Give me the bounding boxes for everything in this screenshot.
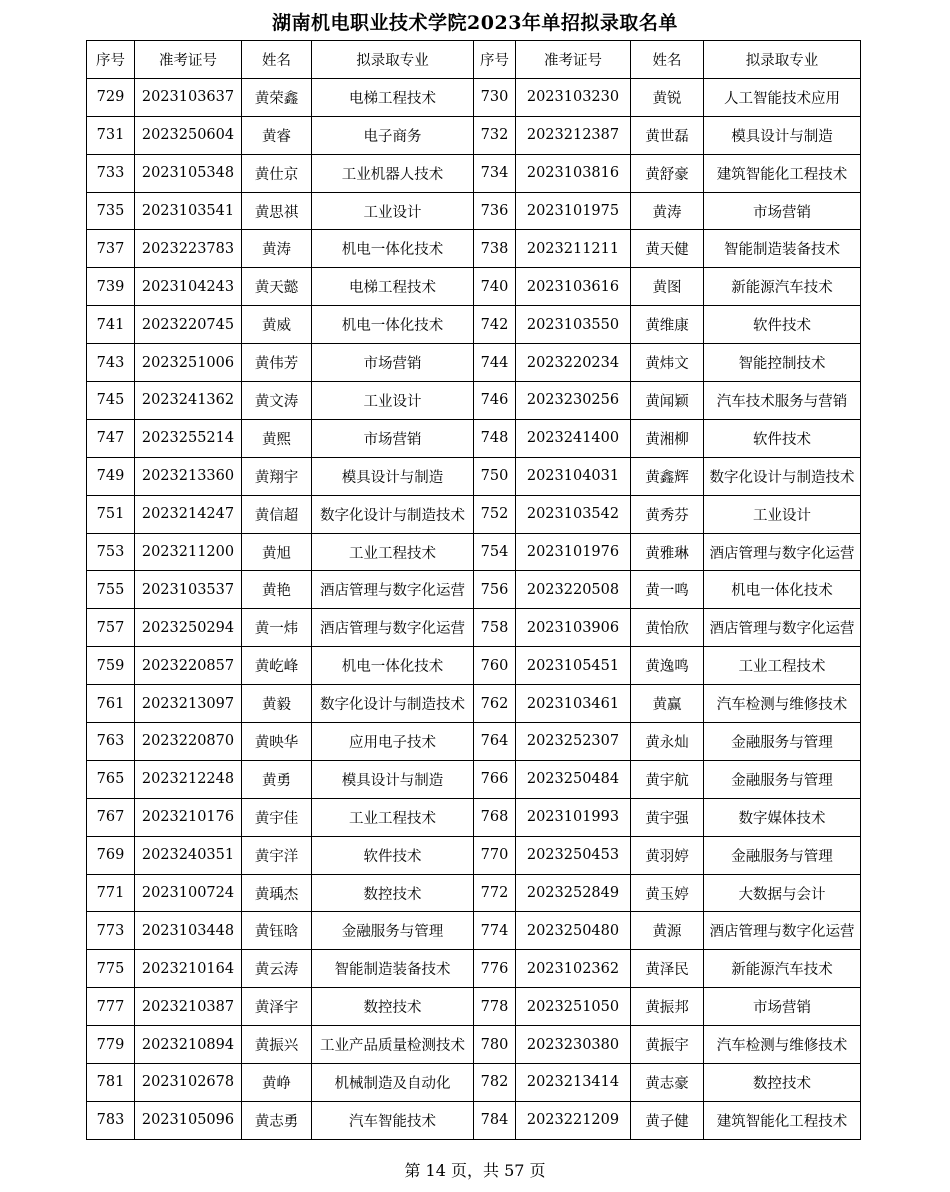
name-cell: 黄泽宇: [242, 988, 312, 1026]
name-cell: 黄熙: [242, 419, 312, 457]
seq-cell: 757: [87, 609, 135, 647]
name-cell: 黄永灿: [631, 723, 704, 761]
seq-cell: 763: [87, 723, 135, 761]
name-cell: 黄玉婷: [631, 874, 704, 912]
seq-cell: 752: [474, 495, 516, 533]
seq-cell: 751: [87, 495, 135, 533]
name-cell: 黄世磊: [631, 116, 704, 154]
major-cell: 汽车检测与维修技术: [704, 685, 861, 723]
seq-cell: 740: [474, 268, 516, 306]
name-cell: 黄思祺: [242, 192, 312, 230]
exam-id-cell: 2023240351: [135, 836, 242, 874]
exam-id-cell: 2023220870: [135, 723, 242, 761]
name-cell: 黄一炜: [242, 609, 312, 647]
seq-cell: 758: [474, 609, 516, 647]
table-row: [87, 609, 861, 647]
seq-cell: 749: [87, 457, 135, 495]
seq-cell: 767: [87, 798, 135, 836]
name-cell: 黄图: [631, 268, 704, 306]
major-cell: 汽车智能技术: [312, 1101, 474, 1139]
seq-cell: 773: [87, 912, 135, 950]
exam-id-cell: 2023230380: [516, 1026, 631, 1064]
table-row: [87, 154, 861, 192]
name-cell: 黄伟芳: [242, 344, 312, 382]
major-cell: 金融服务与管理: [704, 760, 861, 798]
major-cell: 建筑智能化工程技术: [704, 1101, 861, 1139]
seq-cell: 747: [87, 419, 135, 457]
name-cell: 黄信超: [242, 495, 312, 533]
seq-cell: 778: [474, 988, 516, 1026]
exam-id-cell: 2023220508: [516, 571, 631, 609]
seq-cell: 730: [474, 78, 516, 116]
exam-id-cell: 2023220234: [516, 344, 631, 382]
major-cell: 工业设计: [312, 192, 474, 230]
name-cell: 黄闻颖: [631, 382, 704, 420]
seq-cell: 762: [474, 685, 516, 723]
header-seq-left: 序号: [87, 41, 135, 79]
name-cell: 黄威: [242, 306, 312, 344]
name-cell: 黄毅: [242, 685, 312, 723]
name-cell: 黄天懿: [242, 268, 312, 306]
name-cell: 黄涛: [242, 230, 312, 268]
major-cell: 电梯工程技术: [312, 78, 474, 116]
name-cell: 黄维康: [631, 306, 704, 344]
major-cell: 酒店管理与数字化运营: [704, 912, 861, 950]
exam-id-cell: 2023103461: [516, 685, 631, 723]
name-cell: 黄钰晗: [242, 912, 312, 950]
name-cell: 黄翔宇: [242, 457, 312, 495]
major-cell: 工业设计: [312, 382, 474, 420]
exam-id-cell: 2023103550: [516, 306, 631, 344]
major-cell: 电子商务: [312, 116, 474, 154]
seq-cell: 736: [474, 192, 516, 230]
exam-id-cell: 2023220745: [135, 306, 242, 344]
table-row: [87, 344, 861, 382]
major-cell: 软件技术: [704, 306, 861, 344]
seq-cell: 782: [474, 1064, 516, 1102]
exam-id-cell: 2023102678: [135, 1064, 242, 1102]
name-cell: 黄睿: [242, 116, 312, 154]
major-cell: 金融服务与管理: [704, 723, 861, 761]
name-cell: 黄子健: [631, 1101, 704, 1139]
major-cell: 市场营销: [312, 419, 474, 457]
table-row: [87, 116, 861, 154]
table-row: [87, 723, 861, 761]
major-cell: 智能制造装备技术: [312, 950, 474, 988]
exam-id-cell: 2023101975: [516, 192, 631, 230]
name-cell: 黄振兴: [242, 1026, 312, 1064]
exam-id-cell: 2023103906: [516, 609, 631, 647]
document-title: 湖南机电职业技术学院2023年单招拟录取名单: [272, 12, 678, 34]
header-row: [87, 41, 861, 79]
name-cell: 黄映华: [242, 723, 312, 761]
seq-cell: 776: [474, 950, 516, 988]
table-row: [87, 192, 861, 230]
seq-cell: 777: [87, 988, 135, 1026]
table-row: [87, 1101, 861, 1139]
exam-id-cell: 2023104243: [135, 268, 242, 306]
seq-cell: 779: [87, 1026, 135, 1064]
table-row: [87, 874, 861, 912]
major-cell: 市场营销: [704, 988, 861, 1026]
exam-id-cell: 2023251006: [135, 344, 242, 382]
major-cell: 机电一体化技术: [312, 230, 474, 268]
table-row: [87, 912, 861, 950]
exam-id-cell: 2023250484: [516, 760, 631, 798]
table-row: [87, 457, 861, 495]
exam-id-cell: 2023211211: [516, 230, 631, 268]
major-cell: 新能源汽车技术: [704, 268, 861, 306]
major-cell: 汽车检测与维修技术: [704, 1026, 861, 1064]
major-cell: 模具设计与制造: [312, 760, 474, 798]
exam-id-cell: 2023103637: [135, 78, 242, 116]
seq-cell: 775: [87, 950, 135, 988]
name-cell: 黄峥: [242, 1064, 312, 1102]
name-cell: 黄宇佳: [242, 798, 312, 836]
exam-id-cell: 2023103616: [516, 268, 631, 306]
table-row: [87, 230, 861, 268]
seq-cell: 743: [87, 344, 135, 382]
seq-cell: 732: [474, 116, 516, 154]
seq-cell: 733: [87, 154, 135, 192]
table-row: [87, 571, 861, 609]
exam-id-cell: 2023210387: [135, 988, 242, 1026]
table-row: [87, 988, 861, 1026]
table-row: [87, 647, 861, 685]
exam-id-cell: 2023212387: [516, 116, 631, 154]
name-cell: 黄荣鑫: [242, 78, 312, 116]
table-row: [87, 78, 861, 116]
exam-id-cell: 2023252849: [516, 874, 631, 912]
seq-cell: 739: [87, 268, 135, 306]
seq-cell: 748: [474, 419, 516, 457]
seq-cell: 764: [474, 723, 516, 761]
table-row: [87, 685, 861, 723]
seq-cell: 784: [474, 1101, 516, 1139]
table-row: [87, 419, 861, 457]
name-cell: 黄志勇: [242, 1101, 312, 1139]
major-cell: 新能源汽车技术: [704, 950, 861, 988]
seq-cell: 765: [87, 760, 135, 798]
major-cell: 工业工程技术: [704, 647, 861, 685]
exam-id-cell: 2023103541: [135, 192, 242, 230]
seq-cell: 769: [87, 836, 135, 874]
name-cell: 黄源: [631, 912, 704, 950]
name-cell: 黄艳: [242, 571, 312, 609]
major-cell: 软件技术: [312, 836, 474, 874]
seq-cell: 783: [87, 1101, 135, 1139]
major-cell: 模具设计与制造: [704, 116, 861, 154]
seq-cell: 729: [87, 78, 135, 116]
seq-cell: 768: [474, 798, 516, 836]
exam-id-cell: 2023101976: [516, 533, 631, 571]
name-cell: 黄宇航: [631, 760, 704, 798]
major-cell: 数字媒体技术: [704, 798, 861, 836]
major-cell: 软件技术: [704, 419, 861, 457]
major-cell: 工业设计: [704, 495, 861, 533]
exam-id-cell: 2023214247: [135, 495, 242, 533]
major-cell: 数控技术: [312, 988, 474, 1026]
major-cell: 数控技术: [312, 874, 474, 912]
major-cell: 酒店管理与数字化运营: [704, 609, 861, 647]
exam-id-cell: 2023103816: [516, 154, 631, 192]
exam-id-cell: 2023221209: [516, 1101, 631, 1139]
name-cell: 黄仕京: [242, 154, 312, 192]
table-row: [87, 950, 861, 988]
table-row: [87, 1064, 861, 1102]
seq-cell: 772: [474, 874, 516, 912]
header-exam-id-right: 准考证号: [516, 41, 631, 79]
exam-id-cell: 2023250453: [516, 836, 631, 874]
exam-id-cell: 2023250604: [135, 116, 242, 154]
major-cell: 工业产品质量检测技术: [312, 1026, 474, 1064]
name-cell: 黄振宇: [631, 1026, 704, 1064]
seq-cell: 738: [474, 230, 516, 268]
name-cell: 黄泽民: [631, 950, 704, 988]
table-row: [87, 836, 861, 874]
major-cell: 模具设计与制造: [312, 457, 474, 495]
major-cell: 市场营销: [312, 344, 474, 382]
seq-cell: 741: [87, 306, 135, 344]
seq-cell: 735: [87, 192, 135, 230]
name-cell: 黄雅琳: [631, 533, 704, 571]
name-cell: 黄文涛: [242, 382, 312, 420]
exam-id-cell: 2023230256: [516, 382, 631, 420]
exam-id-cell: 2023103448: [135, 912, 242, 950]
major-cell: 机电一体化技术: [312, 647, 474, 685]
header-name-left: 姓名: [242, 41, 312, 79]
seq-cell: 731: [87, 116, 135, 154]
name-cell: 黄怡欣: [631, 609, 704, 647]
seq-cell: 744: [474, 344, 516, 382]
major-cell: 机电一体化技术: [704, 571, 861, 609]
name-cell: 黄旭: [242, 533, 312, 571]
seq-cell: 745: [87, 382, 135, 420]
header-exam-id-left: 准考证号: [135, 41, 242, 79]
exam-id-cell: 2023104031: [516, 457, 631, 495]
exam-id-cell: 2023252307: [516, 723, 631, 761]
major-cell: 电梯工程技术: [312, 268, 474, 306]
seq-cell: 780: [474, 1026, 516, 1064]
seq-cell: 737: [87, 230, 135, 268]
seq-cell: 755: [87, 571, 135, 609]
exam-id-cell: 2023101993: [516, 798, 631, 836]
name-cell: 黄舒豪: [631, 154, 704, 192]
exam-id-cell: 2023213414: [516, 1064, 631, 1102]
exam-id-cell: 2023213097: [135, 685, 242, 723]
name-cell: 黄赢: [631, 685, 704, 723]
exam-id-cell: 2023105451: [516, 647, 631, 685]
exam-id-cell: 2023255214: [135, 419, 242, 457]
seq-cell: 734: [474, 154, 516, 192]
table-row: [87, 495, 861, 533]
seq-cell: 761: [87, 685, 135, 723]
major-cell: 金融服务与管理: [312, 912, 474, 950]
name-cell: 黄振邦: [631, 988, 704, 1026]
exam-id-cell: 2023210164: [135, 950, 242, 988]
major-cell: 数控技术: [704, 1064, 861, 1102]
exam-id-cell: 2023210176: [135, 798, 242, 836]
seq-cell: 766: [474, 760, 516, 798]
major-cell: 应用电子技术: [312, 723, 474, 761]
seq-cell: 781: [87, 1064, 135, 1102]
table-row: [87, 268, 861, 306]
exam-id-cell: 2023223783: [135, 230, 242, 268]
major-cell: 智能制造装备技术: [704, 230, 861, 268]
exam-id-cell: 2023241362: [135, 382, 242, 420]
major-cell: 汽车技术服务与营销: [704, 382, 861, 420]
major-cell: 数字化设计与制造技术: [704, 457, 861, 495]
seq-cell: 771: [87, 874, 135, 912]
exam-id-cell: 2023250294: [135, 609, 242, 647]
admission-table: [86, 40, 861, 1140]
exam-id-cell: 2023241400: [516, 419, 631, 457]
exam-id-cell: 2023212248: [135, 760, 242, 798]
name-cell: 黄一鸣: [631, 571, 704, 609]
table-row: [87, 798, 861, 836]
exam-id-cell: 2023250480: [516, 912, 631, 950]
major-cell: 酒店管理与数字化运营: [704, 533, 861, 571]
major-cell: 酒店管理与数字化运营: [312, 571, 474, 609]
exam-id-cell: 2023103230: [516, 78, 631, 116]
name-cell: 黄炜文: [631, 344, 704, 382]
table-row: [87, 1026, 861, 1064]
major-cell: 机械制造及自动化: [312, 1064, 474, 1102]
seq-cell: 756: [474, 571, 516, 609]
exam-id-cell: 2023103537: [135, 571, 242, 609]
exam-id-cell: 2023213360: [135, 457, 242, 495]
major-cell: 市场营销: [704, 192, 861, 230]
exam-id-cell: 2023102362: [516, 950, 631, 988]
seq-cell: 759: [87, 647, 135, 685]
name-cell: 黄逸鸣: [631, 647, 704, 685]
name-cell: 黄天健: [631, 230, 704, 268]
header-seq-right: 序号: [474, 41, 516, 79]
major-cell: 工业机器人技术: [312, 154, 474, 192]
page-footer: 第 14 页，共 57 页: [404, 1161, 546, 1180]
name-cell: 黄秀芬: [631, 495, 704, 533]
name-cell: 黄屹峰: [242, 647, 312, 685]
table-body: [87, 78, 861, 1139]
name-cell: 黄锐: [631, 78, 704, 116]
major-cell: 工业工程技术: [312, 533, 474, 571]
exam-id-cell: 2023220857: [135, 647, 242, 685]
major-cell: 酒店管理与数字化运营: [312, 609, 474, 647]
name-cell: 黄志豪: [631, 1064, 704, 1102]
table-row: [87, 306, 861, 344]
table-row: [87, 382, 861, 420]
seq-cell: 746: [474, 382, 516, 420]
name-cell: 黄湘柳: [631, 419, 704, 457]
name-cell: 黄涛: [631, 192, 704, 230]
exam-id-cell: 2023251050: [516, 988, 631, 1026]
name-cell: 黄鑫辉: [631, 457, 704, 495]
table-row: [87, 533, 861, 571]
seq-cell: 760: [474, 647, 516, 685]
seq-cell: 742: [474, 306, 516, 344]
exam-id-cell: 2023103542: [516, 495, 631, 533]
name-cell: 黄宇洋: [242, 836, 312, 874]
exam-id-cell: 2023100724: [135, 874, 242, 912]
name-cell: 黄勇: [242, 760, 312, 798]
seq-cell: 774: [474, 912, 516, 950]
major-cell: 人工智能技术应用: [704, 78, 861, 116]
major-cell: 机电一体化技术: [312, 306, 474, 344]
seq-cell: 754: [474, 533, 516, 571]
seq-cell: 750: [474, 457, 516, 495]
major-cell: 工业工程技术: [312, 798, 474, 836]
seq-cell: 753: [87, 533, 135, 571]
name-cell: 黄宇强: [631, 798, 704, 836]
exam-id-cell: 2023105096: [135, 1101, 242, 1139]
major-cell: 建筑智能化工程技术: [704, 154, 861, 192]
exam-id-cell: 2023105348: [135, 154, 242, 192]
exam-id-cell: 2023210894: [135, 1026, 242, 1064]
table-row: [87, 760, 861, 798]
header-major-left: 拟录取专业: [312, 41, 474, 79]
name-cell: 黄云涛: [242, 950, 312, 988]
name-cell: 黄瑀杰: [242, 874, 312, 912]
major-cell: 智能控制技术: [704, 344, 861, 382]
major-cell: 金融服务与管理: [704, 836, 861, 874]
name-cell: 黄羽婷: [631, 836, 704, 874]
header-name-right: 姓名: [631, 41, 704, 79]
header-major-right: 拟录取专业: [704, 41, 861, 79]
table-header: [87, 41, 861, 79]
exam-id-cell: 2023211200: [135, 533, 242, 571]
seq-cell: 770: [474, 836, 516, 874]
major-cell: 数字化设计与制造技术: [312, 495, 474, 533]
major-cell: 大数据与会计: [704, 874, 861, 912]
major-cell: 数字化设计与制造技术: [312, 685, 474, 723]
